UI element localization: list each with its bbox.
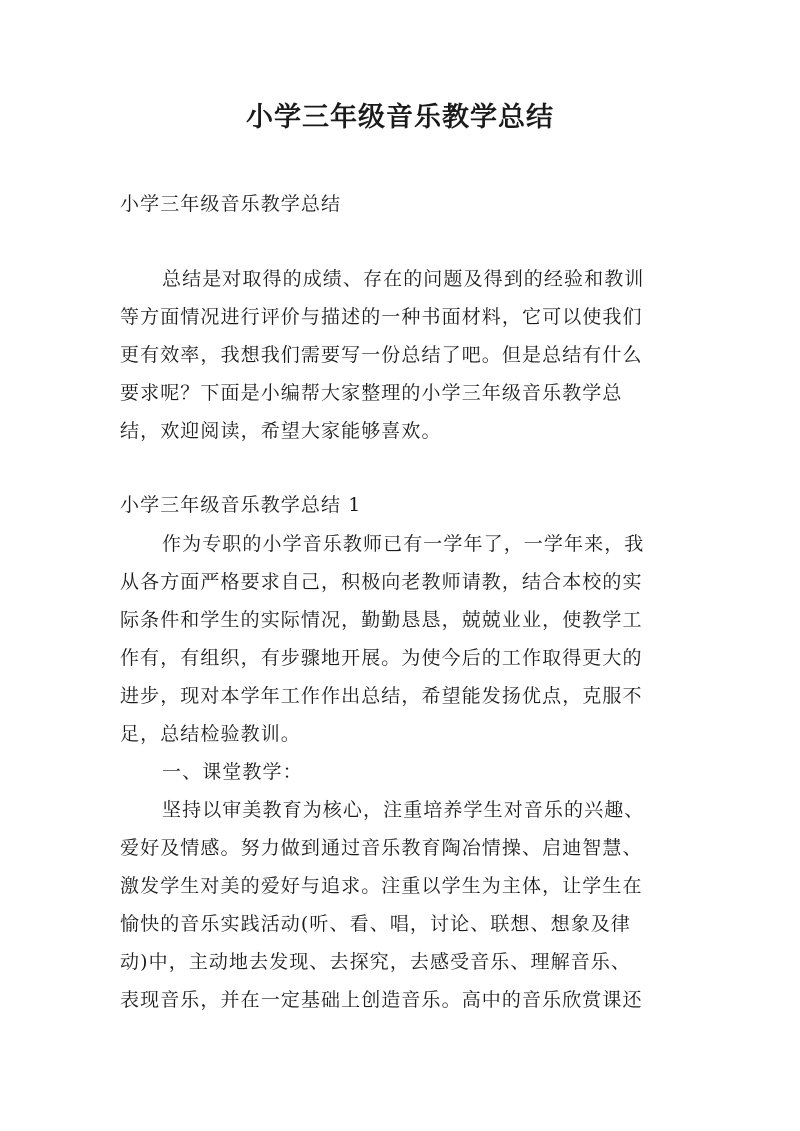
- paragraph-line: 进步，现对本学年工作作出总结，希望能发扬优点，克服不: [120, 685, 643, 707]
- paragraph-line: 表现音乐，并在一定基础上创造音乐。高中的音乐欣赏课还: [120, 989, 643, 1011]
- intro-line: 总结是对取得的成绩、存在的问题及得到的经验和教训: [162, 268, 645, 290]
- section-heading: 小学三年级音乐教学总结 1: [120, 494, 362, 516]
- paragraph-line: 作有，有组织，有步骤地开展。为使今后的工作取得更大的: [120, 647, 643, 669]
- paragraph-line: 激发学生对美的爱好与追求。注重以学生为主体，让学生在: [120, 875, 643, 897]
- subheading: 一、课堂教学：: [162, 761, 303, 783]
- intro-line: 等方面情况进行评价与描述的一种书面材料，它可以使我们: [120, 306, 643, 328]
- document-subtitle: 小学三年级音乐教学总结: [120, 193, 342, 215]
- intro-line: 要求呢？下面是小编帮大家整理的小学三年级音乐教学总: [120, 382, 623, 404]
- paragraph-line: 愉快的音乐实践活动(听、看、唱，讨论、联想、想象及律: [120, 913, 632, 935]
- document-title: 小学三年级音乐教学总结: [246, 102, 554, 133]
- paragraph-line: 坚持以审美教育为核心，注重培养学生对音乐的兴趣、: [162, 799, 645, 821]
- intro-line: 结，欢迎阅读，希望大家能够喜欢。: [120, 420, 442, 442]
- intro-line: 更有效率，我想我们需要写一份总结了吧。但是总结有什么: [120, 344, 643, 366]
- paragraph-line: 爱好及情感。努力做到通过音乐教育陶冶情操、启迪智慧、: [120, 837, 643, 859]
- paragraph-line: 足，总结检验教训。: [120, 723, 301, 745]
- paragraph-line: 从各方面严格要求自己，积极向老教师请教，结合本校的实: [120, 571, 643, 593]
- paragraph-line: 作为专职的小学音乐教师已有一学年了，一学年来，我: [162, 533, 645, 555]
- paragraph-line: 动)中，主动地去发现、去探究，去感受音乐、理解音乐、: [120, 951, 632, 973]
- paragraph-line: 际条件和学生的实际情况，勤勤恳恳，兢兢业业，使教学工: [120, 609, 643, 631]
